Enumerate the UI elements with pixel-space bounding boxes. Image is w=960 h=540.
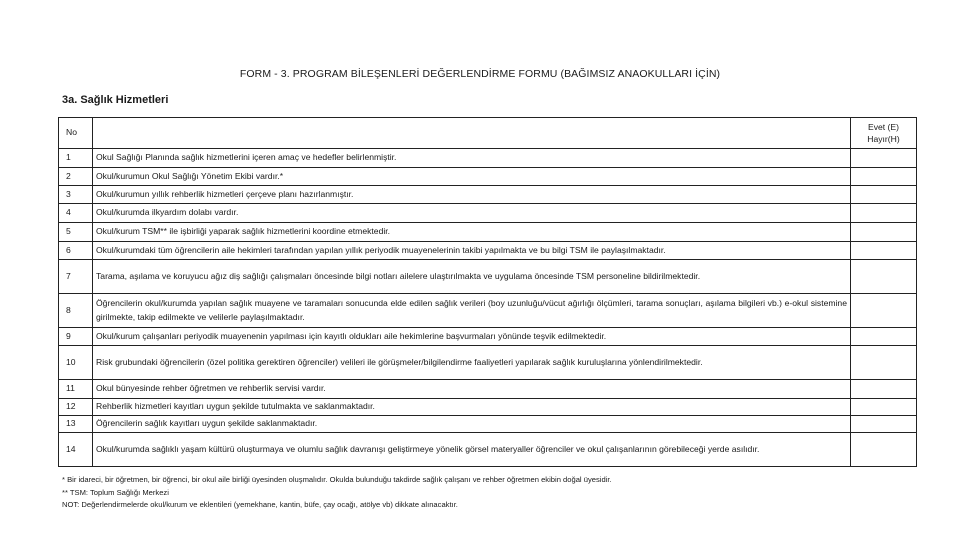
row-criterion: Okul Sağlığı Planında sağlık hizmetlerini içeren amaç ve hedefler belirlenmiştir.	[93, 149, 851, 168]
table-row	[59, 223, 917, 242]
answer-cell[interactable]	[851, 328, 917, 346]
answer-cell[interactable]	[851, 186, 917, 204]
row-criterion: Okul/kurumda sağlıklı yaşam kültürü oluşturmaya ve olumlu sağlık davranışı geliştirmeye yönelik görsel materyaller öğrenciler ve okul çalışanlarının görebileceği yerde asılıdır.	[93, 433, 851, 467]
table-row	[59, 294, 917, 328]
answer-cell[interactable]	[851, 260, 917, 294]
section-title: 3a. Sağlık Hizmetleri	[62, 94, 169, 106]
header-answer-no: Hayır(H)	[867, 134, 900, 144]
row-criterion: Risk grubundaki öğrencilerin (özel politika gerektiren öğrenciler) velileri ile görüşmeler/bilgilendirme faaliyetleri yapılarak sağlık kuruluşlarına yönlendirilmektedir.	[93, 346, 851, 380]
footnote-2: ** TSM: Toplum Sağlığı Merkezi	[62, 487, 169, 497]
row-criterion: Okul/kurumun Okul Sağlığı Yönetim Ekibi vardır.*	[93, 168, 851, 186]
row-number: 8	[59, 294, 93, 328]
row-number: 2	[59, 168, 93, 186]
table-header-row	[59, 118, 917, 149]
row-number: 3	[59, 186, 93, 204]
table-row	[59, 186, 917, 204]
row-number: 14	[59, 433, 93, 467]
answer-cell[interactable]	[851, 433, 917, 467]
evaluation-table	[58, 117, 917, 467]
answer-cell[interactable]	[851, 399, 917, 416]
table-row	[59, 399, 917, 416]
row-number: 4	[59, 204, 93, 223]
answer-cell[interactable]	[851, 242, 917, 260]
row-criterion: Okul/kurum çalışanları periyodik muayenenin yapılması için kayıtlı oldukları aile hekimlerine başvurmaları yönünde teşvik edilmektedir.	[93, 328, 851, 346]
row-number: 9	[59, 328, 93, 346]
row-number: 1	[59, 149, 93, 168]
row-criterion: Okul/kurumda ilkyardım dolabı vardır.	[93, 204, 851, 223]
table-row	[59, 416, 917, 433]
row-number: 10	[59, 346, 93, 380]
footnote-1: * Bir idareci, bir öğretmen, bir öğrenci, bir okul aile birliği üyesinden oluşmalıdır. Okulda bulunduğu takdirde sağlık çalışanı ve rehber öğretmen ekibin doğal üyesidir.	[62, 475, 612, 484]
answer-cell[interactable]	[851, 346, 917, 380]
header-item	[93, 118, 851, 149]
row-number: 13	[59, 416, 93, 433]
row-number: 5	[59, 223, 93, 242]
answer-cell[interactable]	[851, 223, 917, 242]
row-criterion: Tarama, aşılama ve koruyucu ağız diş sağlığı çalışmaları öncesinde bilgi notları ailelere ulaştırılmakta ve uygulama öncesinde TSM personeline bildirilmektedir.	[93, 260, 851, 294]
table-row	[59, 168, 917, 186]
answer-cell[interactable]	[851, 204, 917, 223]
table-row	[59, 433, 917, 467]
answer-cell[interactable]	[851, 149, 917, 168]
table-row	[59, 204, 917, 223]
row-criterion: Rehberlik hizmetleri kayıtları uygun şekilde tutulmakta ve saklanmaktadır.	[93, 399, 851, 416]
header-no: No	[59, 118, 93, 149]
table-row	[59, 149, 917, 168]
row-criterion: Okul/kurum TSM** ile işbirliği yaparak sağlık hizmetlerini koordine etmektedir.	[93, 223, 851, 242]
table-row	[59, 346, 917, 380]
header-answer-yes: Evet (E)	[867, 121, 900, 132]
row-number: 11	[59, 380, 93, 399]
answer-cell[interactable]	[851, 416, 917, 433]
row-number: 12	[59, 399, 93, 416]
header-answer	[851, 118, 917, 149]
table-row	[59, 242, 917, 260]
answer-cell[interactable]	[851, 380, 917, 399]
table-row	[59, 328, 917, 346]
row-criterion: Öğrencilerin okul/kurumda yapılan sağlık muayene ve taramaları sonucunda elde edilen sağlık verileri (boy uzunluğu/vücut ağırlığı ölçümleri, tarama sonuçları, aşılama bilgileri vb.) e-okul sistemine girilmekte, takip edilmekte ve velilerle paylaşılmaktadır.	[93, 294, 851, 328]
footnote-3: NOT: Değerlendirmelerde okul/kurum ve eklentileri (yemekhane, kantin, büfe, çay ocağı, atölye vb) dikkate alınacaktır.	[62, 500, 458, 509]
row-criterion: Okul/kurumun yıllık rehberlik hizmetleri çerçeve planı hazırlanmıştır.	[93, 186, 851, 204]
row-criterion: Okul/kurumdaki tüm öğrencilerin aile hekimleri tarafından yapılan yıllık periyodik muayenelerinin takibi yapılmakta ve bu bilgi TSM ile paylaşılmaktadır.	[93, 242, 851, 260]
table-row	[59, 260, 917, 294]
form-title: FORM - 3. PROGRAM BİLEŞENLERİ DEĞERLENDİRME FORMU (BAĞIMSIZ ANAOKULLARI İÇİN)	[239, 68, 721, 80]
footnotes	[62, 474, 612, 512]
table-row	[59, 380, 917, 399]
answer-cell[interactable]	[851, 168, 917, 186]
row-number: 7	[59, 260, 93, 294]
answer-cell[interactable]	[851, 294, 917, 328]
row-criterion: Okul bünyesinde rehber öğretmen ve rehberlik servisi vardır.	[93, 380, 851, 399]
row-number: 6	[59, 242, 93, 260]
row-criterion: Öğrencilerin sağlık kayıtları uygun şekilde saklanmaktadır.	[93, 416, 851, 433]
